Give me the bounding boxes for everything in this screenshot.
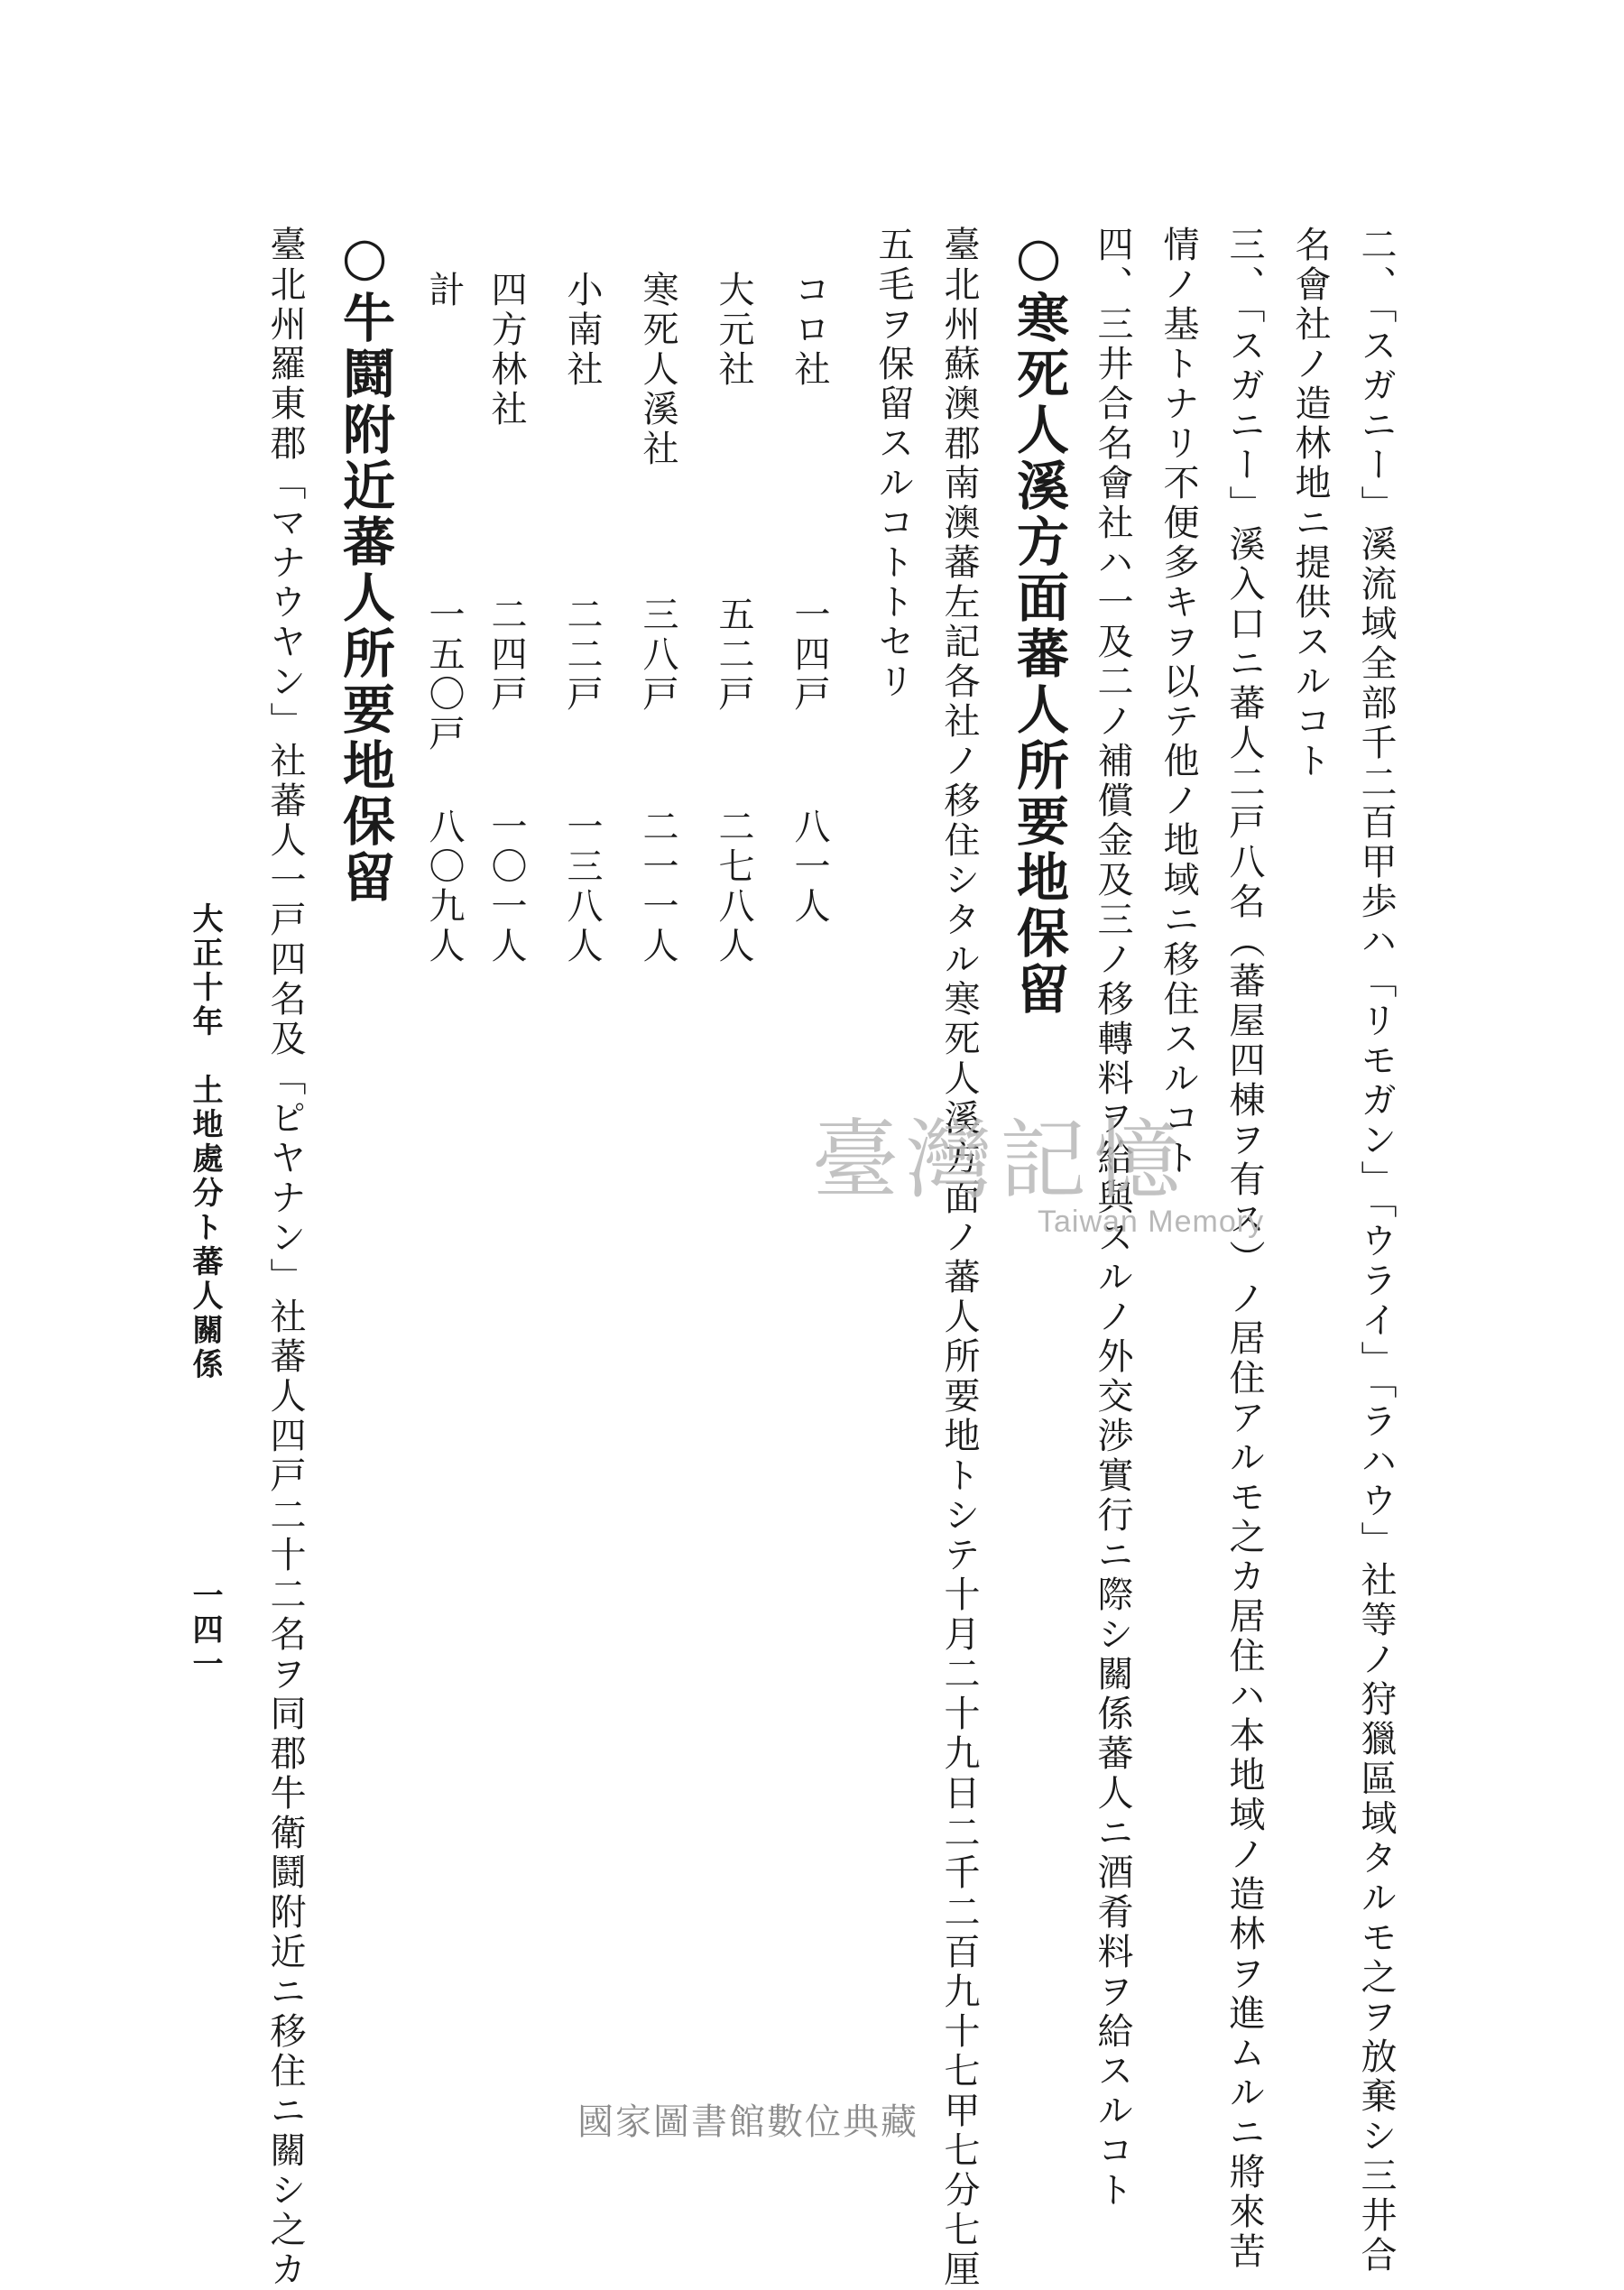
watermark-logo: 臺灣記憶 xyxy=(812,1110,1187,1211)
body-text-column-3: 三、「スガニー」溪入口ニ蕃人二戸八名（蕃屋四棟ヲ有ス）ノ居住アルモ之カ居住ハ本地域ノ造林ヲ進ムルニ將來苦 xyxy=(1223,226,1265,2272)
section1-text-column-1: 臺北州蘇澳郡南澳蕃左記各社ノ移住シタル寒死人溪方面ノ蕃人所要地トシテ十月二十九日二千二百九十七甲七分七厘 xyxy=(938,226,980,2290)
table-row-people: 八一人 xyxy=(789,808,830,927)
table-row-people: 二一一人 xyxy=(637,808,678,966)
table-row-name: コロ社 xyxy=(789,271,830,390)
table-row-people: 二七八人 xyxy=(713,808,754,966)
table-row-households: 三八戸 xyxy=(637,596,678,715)
table-total-people: 八〇九人 xyxy=(423,808,465,966)
library-note: 國家圖書館數位典藏 xyxy=(577,2101,918,2143)
section-heading-gyuto: ○牛鬪附近蕃人所要地保留 xyxy=(334,226,395,906)
table-row-households: 二四戸 xyxy=(485,596,527,715)
table-row-households: 五二戸 xyxy=(713,596,754,715)
body-text-column-2: 名會社ノ造林地ニ提供スルコト xyxy=(1289,226,1331,781)
watermark-english: Taiwan Memory xyxy=(1038,1205,1265,1239)
table-total-households: 一五〇戸 xyxy=(423,596,465,754)
table-row-people: 一三八人 xyxy=(561,808,603,966)
body-text-column-4: 情ノ基トナリ不便多キヲ以テ他ノ地域ニ移住スルコト xyxy=(1158,226,1199,1178)
section1-text-column-2: 五毛ヲ保留スルコトトセリ xyxy=(872,226,914,702)
table-row-name: 四方林社 xyxy=(485,271,527,429)
table-total-label: 計 xyxy=(423,271,465,310)
page-number: 一四一 xyxy=(187,1579,223,1682)
section-heading-kanshijin: ○寒死人溪方面蕃人所要地保留 xyxy=(1008,226,1069,1018)
table-row-households: 一四戸 xyxy=(789,596,830,715)
body-text-column-1: 二、「スガニー」溪流域全部千二百甲歩ハ「リモガン」「ウライ」「ラハウ」社等ノ狩獵區域タルモ之ヲ放棄シ三井合 xyxy=(1355,226,1397,2276)
running-title: 大正十年 土地處分ト蕃人關係 xyxy=(187,902,223,1382)
table-row-name: 小南社 xyxy=(561,271,603,390)
table-row-name: 大元社 xyxy=(713,271,754,390)
table-row-households: 二二戸 xyxy=(561,596,603,715)
section2-text-column-1: 臺北州羅東郡「マナウヤン」社蕃人一戸四名及「ピヤナン」社蕃人四戸二十二名ヲ同郡牛衛鬪附近ニ移住ニ關シ之カ xyxy=(264,226,306,2290)
table-row-people: 一〇一人 xyxy=(485,808,527,966)
body-text-column-5: 四、三井合名會社ハ一及二ノ補償金及三ノ移轉料ヲ給與スルノ外交渉實行ニ際シ關係蕃人ニ酒肴料ヲ給スルコト xyxy=(1092,226,1133,2211)
table-row-name: 寒死人溪社 xyxy=(637,271,678,469)
